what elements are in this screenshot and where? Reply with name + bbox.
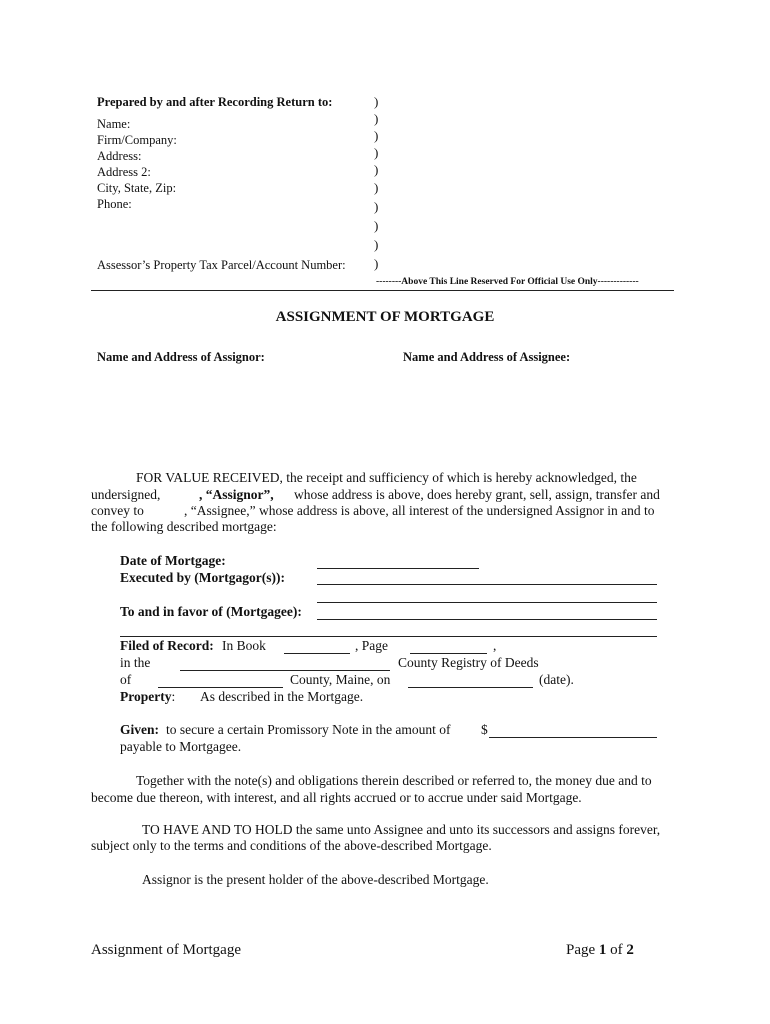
of-label: of: [120, 672, 132, 687]
dollar-sign: $: [481, 722, 488, 737]
of-word: of: [610, 942, 623, 958]
intro-line-2a: undersigned,: [91, 487, 161, 502]
intro-line-4: the following described mortgage:: [91, 519, 277, 534]
phone-label: Phone:: [97, 197, 132, 211]
intro-line-2c: whose address is above, does hereby grant, sell, assign, transfer and: [294, 487, 660, 502]
page-current: 1: [598, 942, 607, 958]
county-registry-label: County Registry of Deeds: [398, 655, 539, 670]
paren: ): [374, 145, 379, 160]
county-maine-label: County, Maine, on: [290, 672, 391, 687]
reserved-line-text: --------Above This Line Reserved For Official Use Only-------------: [376, 277, 639, 287]
payable-text: payable to Mortgagee.: [120, 739, 242, 754]
intro-line-1: FOR VALUE RECEIVED, the receipt and sufficiency of which is hereby acknowledged, the: [136, 470, 637, 485]
intro-line-2b: , “Assignor”,: [199, 487, 274, 502]
assignor-label: Name and Address of Assignor:: [97, 350, 265, 364]
paren: ): [374, 237, 379, 252]
comma: ,: [493, 638, 497, 653]
prepared-by-label: Prepared by and after Recording Return to:: [97, 95, 333, 109]
city-state-zip-label: City, State, Zip:: [97, 181, 177, 195]
recording-date-line[interactable]: [408, 687, 533, 688]
given-label: Given:: [120, 722, 159, 737]
assignee-label: Name and Address of Assignee:: [403, 350, 571, 364]
intro-line-3a: convey to: [91, 503, 144, 518]
date-word-label: (date).: [539, 672, 574, 687]
header-divider: [91, 290, 674, 291]
registry-name-line[interactable]: [180, 670, 390, 671]
together-line-1: Together with the note(s) and obligations therein described or referred to, the money due and to: [136, 773, 652, 788]
footer-page-number: [566, 942, 634, 959]
mortgagor-line[interactable]: [317, 584, 657, 585]
book-number-line[interactable]: [284, 653, 350, 654]
page-total: 2: [626, 942, 634, 958]
name-label: Name:: [97, 117, 131, 131]
mortgagee-line-2[interactable]: [120, 636, 657, 637]
paren: ): [374, 94, 379, 109]
to-have-line-2: subject only to the terms and conditions of the above-described Mortgage.: [91, 838, 492, 853]
executed-by-label: Executed by (Mortgagor(s)):: [120, 570, 285, 585]
in-book-label: In Book: [222, 638, 266, 653]
in-the-label: in the: [120, 655, 151, 670]
holder-statement: Assignor is the present holder of the above-described Mortgage.: [142, 872, 489, 887]
given-text: to secure a certain Promissory Note in the amount of: [166, 722, 451, 737]
page-number-line[interactable]: [410, 653, 487, 654]
to-have-line-1: TO HAVE AND TO HOLD the same unto Assignee and unto its successors and assigns forever,: [142, 822, 661, 837]
mortgagee-label: To and in favor of (Mortgagee):: [120, 604, 302, 619]
address-label: Address:: [97, 149, 142, 163]
property-colon: :: [171, 689, 176, 704]
amount-line[interactable]: [489, 737, 657, 738]
county-name-line[interactable]: [158, 687, 283, 688]
address2-label: Address 2:: [97, 165, 151, 179]
page-word: Page: [566, 942, 596, 958]
paren: ): [374, 256, 379, 271]
together-line-2: become due thereon, with interest, and all rights accrued or to accrue under said Mortgage.: [91, 790, 582, 805]
document-title: ASSIGNMENT OF MORTGAGE: [275, 309, 495, 325]
intro-line-3b: , “Assignee,” whose address is above, all interest of the undersigned Assignor in and to: [184, 503, 655, 518]
footer-doc-name: Assignment of Mortgage: [91, 942, 241, 958]
paren: ): [374, 111, 379, 126]
paren: ): [374, 218, 379, 233]
filed-of-record-label: Filed of Record:: [120, 638, 214, 653]
paren: ): [374, 180, 379, 195]
date-of-mortgage-line[interactable]: [317, 568, 479, 569]
paren: ): [374, 128, 379, 143]
page-label: , Page: [355, 638, 388, 653]
mortgagee-line[interactable]: [317, 619, 657, 620]
paren: ): [374, 162, 379, 177]
date-of-mortgage-label: Date of Mortgage:: [120, 553, 226, 568]
property-value: As described in the Mortgage.: [200, 689, 364, 704]
mortgagor-line-2[interactable]: [317, 602, 657, 603]
property-label: Property: [120, 689, 172, 704]
parcel-number-label: Assessor’s Property Tax Parcel/Account Number:: [97, 258, 346, 272]
firm-label: Firm/Company:: [97, 133, 177, 147]
paren: ): [374, 199, 379, 214]
